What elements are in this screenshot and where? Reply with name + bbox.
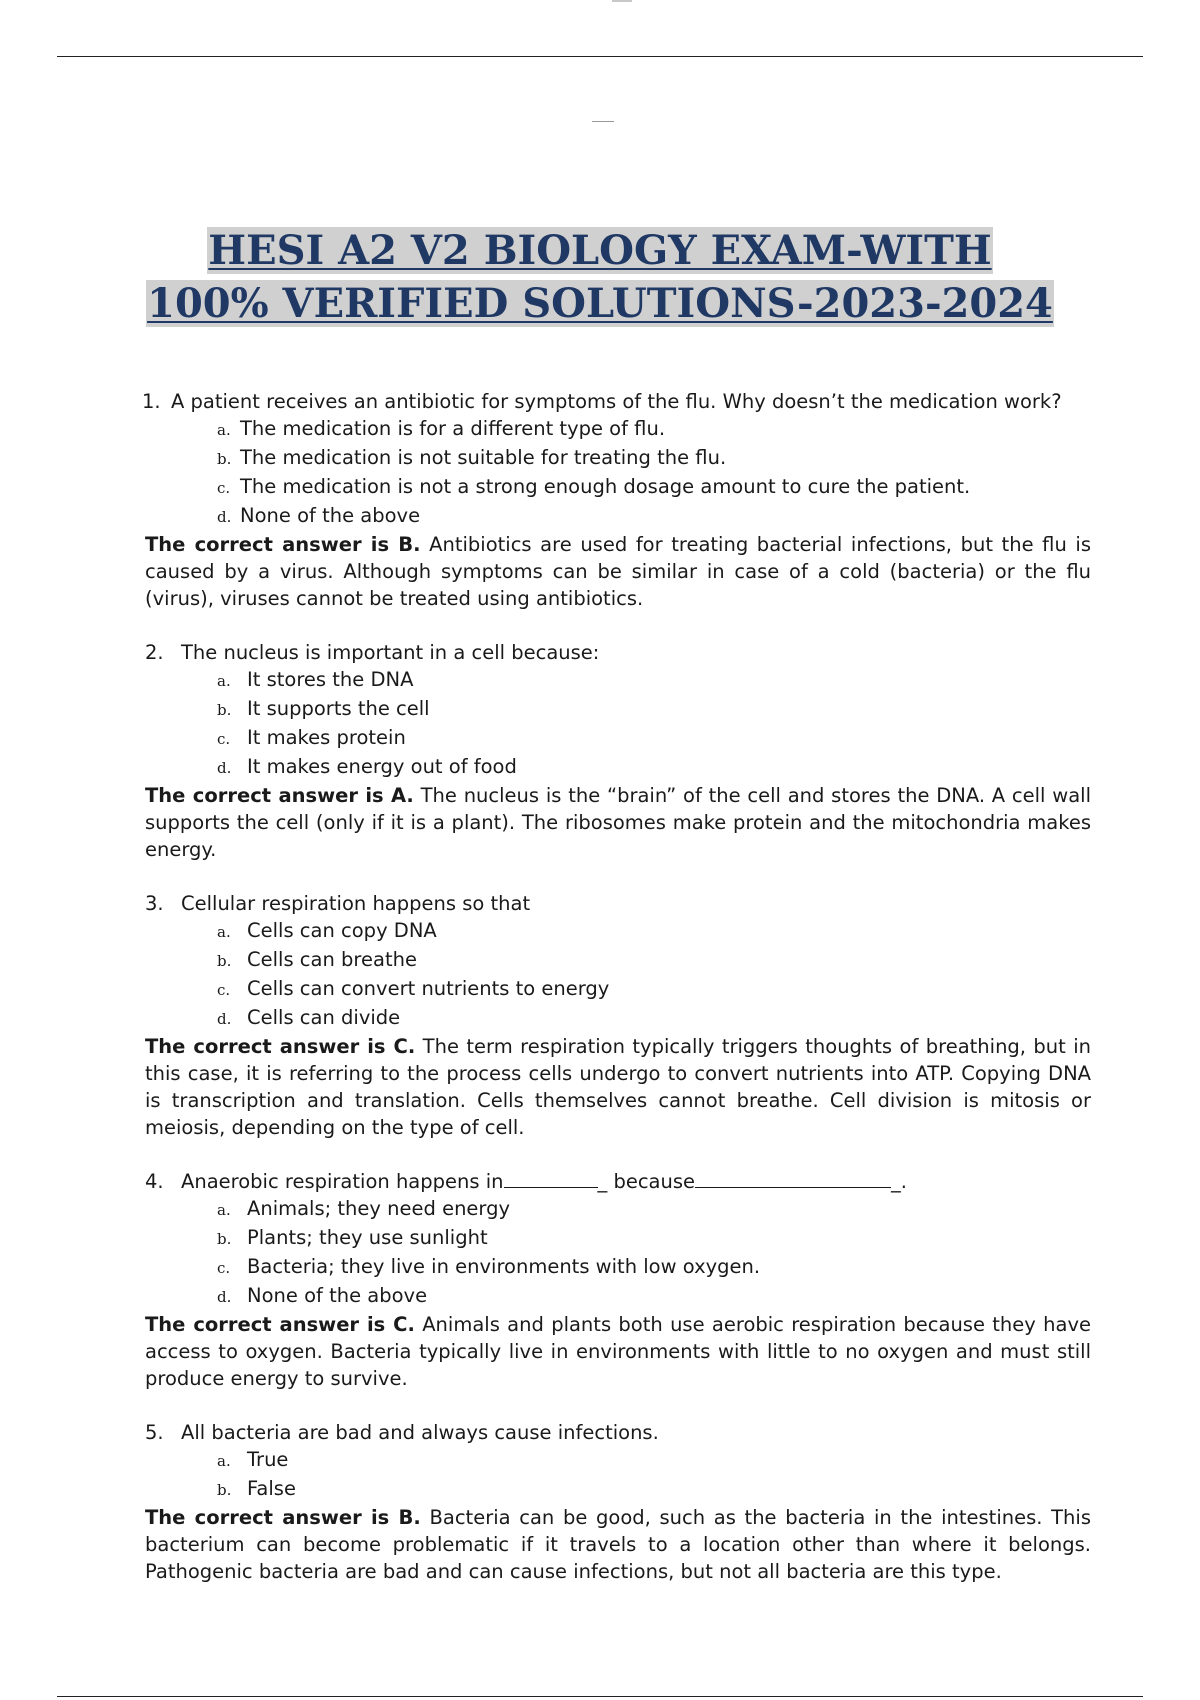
option-d: d. None of the above xyxy=(217,1284,428,1307)
header-rule xyxy=(57,56,1143,57)
answer-explanation xyxy=(145,1311,1091,1392)
option-b: b. Cells can breathe xyxy=(217,948,417,971)
question-5 xyxy=(145,1419,1091,1585)
question-text: All bacteria are bad and always cause infections. xyxy=(181,1421,659,1444)
correct-answer-label: The correct answer is C. xyxy=(145,1313,415,1336)
option-b: b. Plants; they use sunlight xyxy=(217,1226,488,1249)
answer-text: Bacteria can be good, such as the bacteria in the intestines. This bacterium can become problematic if it travels to a location other than where it belongs. Pathogenic bacteria are bad and can cause infections, but not all bacteria are this type. xyxy=(145,1506,1091,1583)
question-text: The nucleus is important in a cell because: xyxy=(181,641,600,664)
question-stem xyxy=(142,388,1091,415)
answer-text: The term respiration typically triggers thoughts of breathing, but in this case, it is referring to the process cells undergo to convert nutrients into ATP. Copying DNA is transcription and translation. Cells themselves cannot breathe. Cell division is mitosis or meiosis, depending on the type of cell. xyxy=(145,1035,1091,1139)
option-list xyxy=(145,415,1091,531)
option-b: b. False xyxy=(217,1477,296,1500)
option-list xyxy=(145,917,1091,1033)
footer-rule xyxy=(57,1696,1143,1697)
answer-explanation xyxy=(145,1504,1091,1585)
option-d: d. None of the above xyxy=(217,504,421,527)
question-text: A patient receives an antibiotic for symptoms of the flu. Why doesn’t the medication work? xyxy=(171,390,1062,413)
question-3 xyxy=(145,890,1091,1141)
title-line-1: HESI A2 V2 BIOLOGY EXAM-WITH xyxy=(208,227,992,274)
title-line-2: 100% VERIFIED SOLUTIONS-2023-2024 xyxy=(147,280,1053,327)
option-a: a. Cells can copy DNA xyxy=(217,919,437,942)
option-d: d. It makes energy out of food xyxy=(217,755,517,778)
option-c: c. Bacteria; they live in environments with low oxygen. xyxy=(217,1255,761,1278)
answer-explanation xyxy=(145,782,1091,863)
document-title xyxy=(0,224,1200,330)
option-list xyxy=(145,666,1091,782)
answer-text: The nucleus is the “brain” of the cell and stores the DNA. A cell wall supports the cell (only if it is a plant). The ribosomes make protein and the mitochondria makes energy. xyxy=(145,784,1091,861)
question-stem xyxy=(145,639,1091,666)
question-number: 2. xyxy=(145,641,164,664)
option-d: d. Cells can divide xyxy=(217,1006,401,1029)
option-a: a. It stores the DNA xyxy=(217,668,414,691)
question-1 xyxy=(142,388,1091,612)
correct-answer-label: The correct answer is B. xyxy=(145,1506,421,1529)
question-text-part-3: _. xyxy=(891,1170,907,1193)
option-a: a. Animals; they need energy xyxy=(217,1197,511,1220)
answer-explanation xyxy=(145,531,1091,612)
option-b: b. The medication is not suitable for treating the flu. xyxy=(217,446,727,469)
option-a: a. True xyxy=(217,1448,289,1471)
question-stem xyxy=(145,890,1091,917)
top-page-mark xyxy=(612,0,632,2)
correct-answer-label: The correct answer is C. xyxy=(145,1035,416,1058)
header-dash xyxy=(592,121,614,122)
correct-answer-label: The correct answer is A. xyxy=(145,784,414,807)
option-a: a. The medication is for a different type of flu. xyxy=(217,417,666,440)
question-stem xyxy=(145,1419,1091,1446)
option-c: c. The medication is not a strong enough dosage amount to cure the patient. xyxy=(217,475,971,498)
question-number: 4. xyxy=(145,1170,164,1193)
question-number: 1. xyxy=(142,390,161,413)
option-c: c. It makes protein xyxy=(217,726,406,749)
question-number: 5. xyxy=(145,1421,164,1444)
answer-text: Antibiotics are used for treating bacterial infections, but the flu is caused by a virus. Although symptoms can be similar in case of a cold (bacteria) or the flu (virus), viruses cannot be treated using antibiotics. xyxy=(145,533,1091,610)
question-text: Cellular respiration happens so that xyxy=(181,892,531,915)
answer-text: Animals and plants both use aerobic respiration because they have access to oxygen. Bacteria typically live in environments with little to no oxygen and must still produce energy to survive. xyxy=(145,1313,1092,1390)
question-stem xyxy=(145,1168,1091,1195)
question-list xyxy=(142,388,1092,1612)
fill-in-blank-2 xyxy=(695,1169,891,1188)
fill-in-blank-1 xyxy=(504,1169,598,1188)
answer-explanation xyxy=(145,1033,1091,1141)
question-text-part-1: Anaerobic respiration happens in xyxy=(181,1170,504,1193)
question-2 xyxy=(145,639,1091,863)
option-list xyxy=(145,1446,1091,1504)
correct-answer-label: The correct answer is B. xyxy=(145,533,421,556)
option-list xyxy=(145,1195,1091,1311)
option-b: b. It supports the cell xyxy=(217,697,430,720)
question-text-part-2: _ because xyxy=(597,1170,696,1193)
question-4 xyxy=(145,1168,1091,1392)
question-number: 3. xyxy=(145,892,164,915)
option-c: c. Cells can convert nutrients to energy xyxy=(217,977,610,1000)
